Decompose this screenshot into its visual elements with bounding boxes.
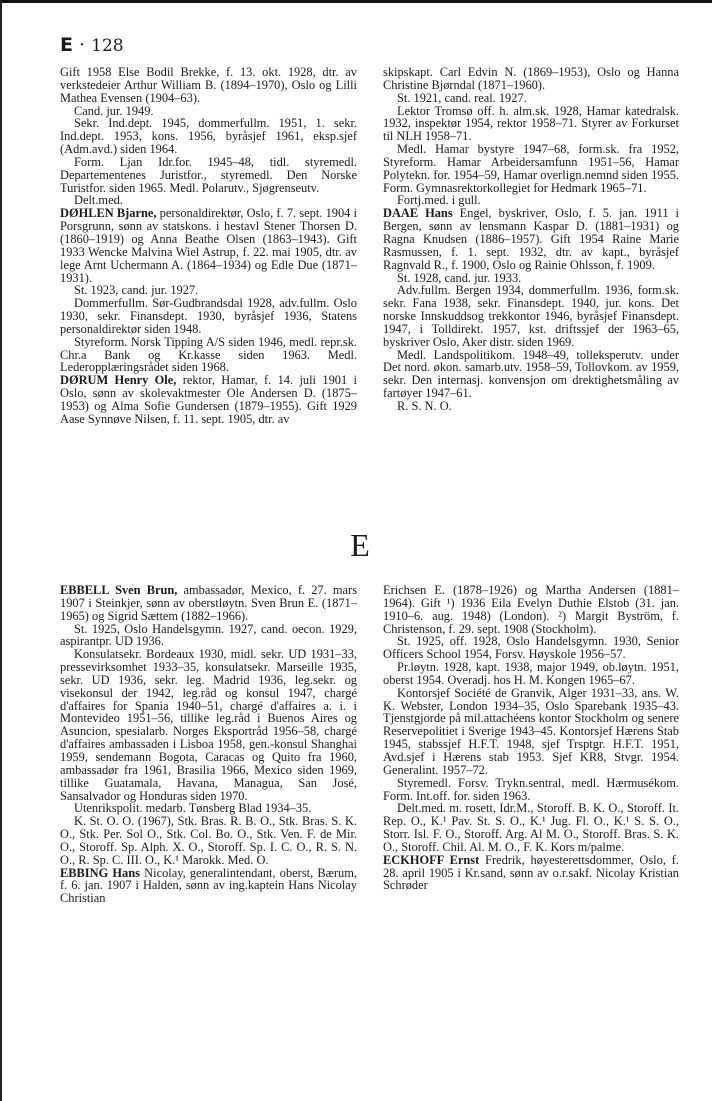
entry-name: DAAE Hans [383,206,453,221]
entry-paragraph [383,635,679,661]
entry-text: St. 1925, off. 1928, Oslo Handelsgymn. 1930, Senior Officers School 1954, Forsv. Høyskole 1956–57. [383,634,679,662]
entry-text: Kontorsjef Société de Granvik, Alger 1931–33, ans. W. K. Webster, London 1934–35, Oslo Sparebank 1935–43. Tjenstgjorde på mil.attachéens kontor Stockholm og senere Reservepolitiet i Sverige 1943–45. Kontorsjef Hærens Stab 1945, stabssjef H.F.T. 1948, sjef Trsptgr. H.F.T. 1951, Avd.sjef i Hærens stab 1953. Sjef KR8, Stvgr. 1954. Generalint. 1957–72. [383,685,679,777]
entry-paragraph [383,777,679,803]
entry-paragraph [383,584,679,635]
entry-paragraph [383,349,679,400]
entry-text: St. 1925, Oslo Handelsgymn. 1927, cand. oecon. 1929, aspirantpr. UD 1936. [60,621,357,649]
entry-text: personaldirektør, Oslo, f. 7. sept. 1904 i Porsgrunn, sønn av statskons. i hestavl Stener Thorsen D. (1860–1919) og Anna Beathe Olsen (1863–1943). Gift 1933 Wencke Malvina Wiel Astrup, f. 22. mai 1905, dtr. av lege Arnt Uchermann A. (1864–1934) og Edle Due (1871–1931). [60,206,357,285]
entry-text: Adv.fullm. Bergen 1934, dommerfullm. 1936, form.sk. sekr. Fana 1938, sekr. Finansdept. 1940, jur. kons. Det norske Innskuddsog trekkontor 1946, byråsjef Finansdept. 1947, i Tolldirekt. 1957, kst. driftssjef der 1963–65, byskriver Oslo, Aker distr. siden 1969. [383,283,679,349]
top-border [0,0,712,3]
entry-paragraph [383,66,679,92]
entry-text: Konsulatsekr. Bordeaux 1930, midl. sekr. UD 1931–33, pressevirksomhet 1933–35, konsulatsekr. Marseille 1935, sekr. UD 1936, sekr. leg. Madrid 1936, leg.sekr. og visekonsul der 1942, leg.råd og konsul 1947, chargé d'affaires for Spania 1940–51, chargé d'affaires a. i. i Montevideo 1951–56, tillike leg.råd i Buenos Aires og Asuncion, spesialarb. Norges Eksportråd 1956–58, chargé d'affaires ambassaden i Lisboa 1958, gen.-konsul Shanghai 1959, sendemann Bogota, Caracas og Quito fra 1960, ambassadør fra 1961, Brasilia 1966, Mexico siden 1969, tillike Guatamala, Havana, Managua, San José, Sansalvador og Honduras siden 1970. [60,647,357,803]
column-bottom-right [383,584,679,892]
entry-text: Fortj.med. i gull. [397,193,481,208]
entry-text: ambassadør, Mexico, f. 27. mars 1907 i Steinkjer, sønn av oberstløytn. Sven Brun E. (1871–1965) og Sigrid Sættem (1882–1966). [60,583,358,623]
entry-paragraph [383,143,679,194]
entry-name: EBBELL Sven Brun, [60,583,178,597]
header-letter: E [60,34,73,56]
biography-entry [60,207,357,284]
entry-text: Lektor Tromsø off. h. alm.sk. 1928, Hamar katedralsk. 1932, inspektør 1954, rektor 1958–71. Styrer av Forkurset til NLH 1958–71. [383,103,679,144]
running-header [60,34,124,56]
entry-text: Form. Ljan Idr.for. 1945–48, tidl. styremedl. Departementenes Juristfor., styremedl. Den Norske Turistfor. siden 1965. Medl. Polarutv., Sjøgrenseutv. [60,154,357,195]
entry-paragraph [60,117,357,156]
entry-text: St. 1923, cand. jur. 1927. [74,283,199,298]
entry-paragraph [383,284,679,348]
entry-text: Dommerfullm. Sør-Gudbrandsdal 1928, adv.fullm. Oslo 1930, sekr. Finansdept. 1930, byråsjef 1936, Statens personaldirektør siden 1948. [60,296,357,336]
entry-paragraph [60,297,357,336]
entry-name: DØHLEN Bjarne, [60,206,157,221]
entry-name: DØRUM Henry Ole, [60,373,177,388]
entry-paragraph [383,105,679,144]
column-top-left [60,66,357,426]
entry-paragraph [60,815,357,866]
entry-paragraph [60,648,357,802]
left-border [0,0,2,1101]
entry-paragraph [60,336,357,375]
biography-entry [60,867,357,906]
entry-text: Gift 1958 Else Bodil Brekke, f. 13. okt. 1928, dtr. av verkstedeier Arthur William B. (1894–1970), Oslo og Lilli Mathea Evensen (1904–63). [60,65,357,105]
biography-entry [60,374,357,425]
entry-text: Engel, byskriver, Oslo, f. 5. jan. 1911 i Bergen, sønn av lensmann Kaspar D. (1881–1931) og Ragna Knudsen (1886–1957). Gift 1954 Raine Marie Rasmussen, f. 1. sept. 1932, dtr. av kapt., byråsjef Ragnvald R., f. 1900, Oslo og Rainie Ohlsson, f. 1909. [383,206,679,272]
entry-text: Sekr. Ind.dept. 1945, dommerfullm. 1951, 1. sekr. Ind.dept. 1953, kons. 1956, byråsjef 1961, eksp.sjef (Adm.avd.) siden 1964. [60,116,357,157]
entry-text: K. St. O. O. (1967), Stk. Bras. R. B. O., Stk. Bras. S. K. O., Stk. Per. Sol O., Stk. Col. Bo. O., Stk. Ven. F. de Mir. O., Storoff. Sp. Alph. X. O., Storoff. Sp. I. C. O., R. S. N. O., R. Sp. C. III. O., K.¹ Marokk. Med. O. [60,814,357,867]
biography-entry [60,584,357,623]
entry-text: Pr.løytn. 1928, kapt. 1938, major 1949, ob.løytn. 1951, oberst 1954. Overadj. hos H. M. Kongen 1965–67. [383,660,679,687]
page-number: 128 [91,36,124,56]
entry-text: Styreform. Norsk Tipping A/S siden 1946, medl. repr.sk. Chr.a Bank og Kr.kasse siden 1963. Medl. Lederopplæringsrådet siden 1968. [60,334,357,375]
biography-entry [383,854,679,893]
entry-text: Styremedl. Forsv. Trykn.sentral, medl. Hærmusékom. Form. Int.off. for. siden 1963. [383,775,679,803]
entry-text: skipskapt. Carl Edvin N. (1869–1953), Oslo og Hanna Christine Bjørndal (1871–1960). [383,65,679,92]
entry-paragraph [383,802,679,853]
entry-paragraph [60,156,357,195]
entry-text: Fredrik, høyesterettsdommer, Oslo, f. 28. april 1905 i Kr.sand, sønn av o.r.sakf. Nicolay Kristian Schrøder [383,852,679,893]
entry-paragraph [383,661,679,687]
entry-text: St. 1921, cand. real. 1927. [397,90,527,105]
column-bottom-left [60,584,357,905]
entry-text: R. S. N. O. [397,398,452,413]
entry-text: Cand. jur. 1949. [74,103,154,118]
entry-text: Delt.med. m. rosett, Idr.M., Storoff. B. K. O., Storoff. It. Rep. O., K.¹ Pav. St. S. O., K.¹ Jug. Fl. O., K.¹ S. S. O., Storr. Isl. F. O., Storoff. Arg. Al M. O., Storoff. Bras. S. K. O., Storoff. Chil. Al. M. O., F. K. Kors m/palme. [383,801,679,854]
entry-text: Delt.med. [74,193,123,208]
biography-entry [383,207,679,271]
header-separator: · [79,34,86,56]
entry-name: ECKHOFF Ernst [383,852,480,867]
entry-text: Medl. Hamar bystyre 1947–68, form.sk. fra 1952, Styreform. Hamar Arbeidersamfunn 1951–56, Hamar Polytekn. for. 1954–59, Hamar overlign.nemnd siden 1955. Form. Gymnasrektorkollegiet for Hedmark 1965–71. [383,142,679,195]
entry-text: St. 1928, cand. jur. 1933. [397,270,522,285]
entry-paragraph [60,66,357,105]
entry-text: Erichsen E. (1878–1926) og Martha Andersen (1881–1964). Gift ¹) 1936 Eila Evelyn Duthie Elstob (31. jan. 1910–6. aug. 1948) (London). ²) Margit Byström, f. Christenson, f. 29. sept. 1908 (Stockholm). [383,583,679,636]
entry-paragraph [383,687,679,777]
entry-text: Nicolay, generalintendant, oberst, Bærum, f. 6. jan. 1907 i Halden, sønn av ing.kaptein Hans Nicolay Christian [60,865,357,906]
entry-paragraph [383,400,679,413]
section-letter: E [350,527,370,563]
entry-text: Medl. Landspolitikom. 1948–49, tolleksperutv. under Det nord. økon. samarb.utv. 1958–59, Tollovkom. av 1959, sekr. Den internasj. konvensjon om drektighetsmåling av fartøyer 1947–61. [383,347,679,401]
entry-paragraph [60,623,357,649]
entry-text: rektor, Hamar, f. 14. juli 1901 i Oslo, sønn av skolevaktmester Ole Andersen D. (1875–1953) og Alma Sofie Gundersen (1879–1955). Gift 1929 Aase Synnøve Nilsen, f. 11. sept. 1905, dtr. av [60,373,357,426]
column-top-right [383,66,679,413]
entry-name: EBBING Hans [60,865,140,880]
entry-text: Utenrikspolit. medarb. Tønsberg Blad 1934–35. [74,801,312,816]
